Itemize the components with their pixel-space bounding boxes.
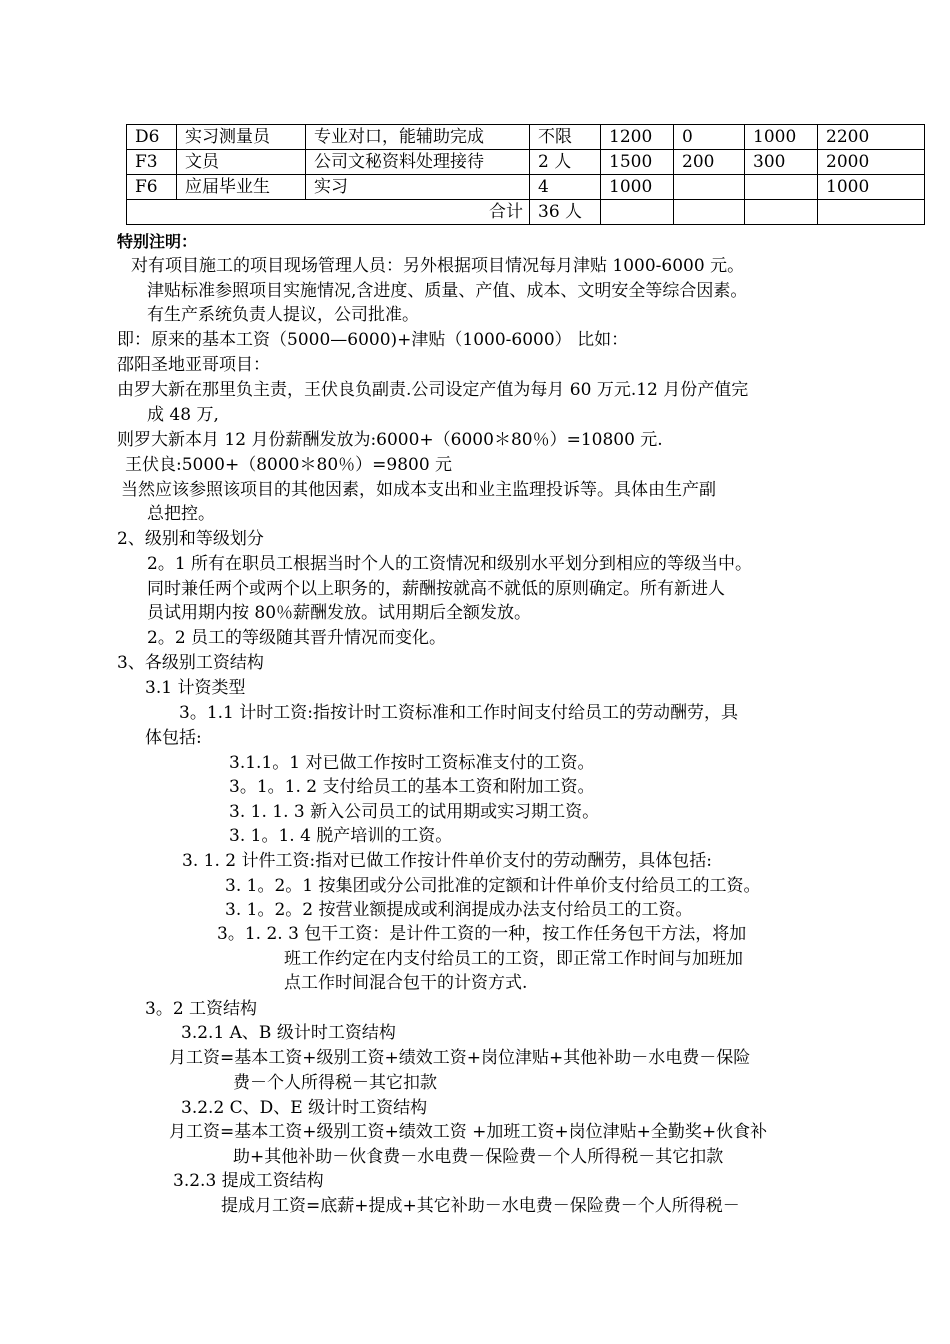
- table-cell: 2000: [818, 150, 925, 175]
- paragraph-line: 3. 1。2。1 按集团或分公司批准的定额和计件单价支付给员工的工资。: [225, 876, 761, 896]
- table-row: [127, 125, 925, 150]
- staff-table: [126, 124, 925, 225]
- table-cell: [745, 200, 818, 225]
- table-cell: [674, 200, 745, 225]
- paragraph-line: 体包括:: [145, 728, 202, 748]
- paragraph-line: 3. 1. 1. 3 新入公司员工的试用期或实习期工资。: [229, 802, 600, 822]
- paragraph-line: 即：原来的基本工资（5000—6000)+津贴（1000-6000） 比如：: [117, 330, 629, 350]
- table-cell: 200: [674, 150, 745, 175]
- paragraph-line: 员试用期内按 80％薪酬发放。试用期后全额发放。: [147, 603, 532, 623]
- paragraph-line: 则罗大新本月 12 月份薪酬发放为:6000+（6000＊80％）=10800 元.: [117, 430, 663, 450]
- subsection-heading: 3.2.1 A、B 级计时工资结构: [181, 1023, 396, 1043]
- table-cell: [745, 175, 818, 200]
- paragraph-line: 班工作约定在内支付给员工的工资，即正常工作时间与加班加: [284, 949, 743, 969]
- paragraph-line: 3. 1. 2 计件工资:指对已做工作按计件单价支付的劳动酬劳，具体包括:: [182, 851, 712, 871]
- paragraph-line: 王伏良:5000+（8000＊80％）=9800 元: [125, 455, 453, 475]
- table-cell: 公司文秘资料处理接待: [306, 150, 530, 175]
- table-cell: 300: [745, 150, 818, 175]
- table-cell: [818, 200, 925, 225]
- paragraph-line: 费－个人所得税－其它扣款: [233, 1073, 437, 1093]
- total-label: 合计: [127, 200, 530, 225]
- paragraph-line: 当然应该参照该项目的其他因素，如成本支出和业主监理投诉等。具体由生产副: [121, 480, 716, 500]
- table-row: [127, 150, 925, 175]
- table-cell: 4: [530, 175, 601, 200]
- table-cell: 1000: [745, 125, 818, 150]
- table-cell: 1500: [601, 150, 674, 175]
- table-cell: D6: [127, 125, 177, 150]
- table-cell: F6: [127, 175, 177, 200]
- paragraph-line: 津贴标准参照项目实施情况,含进度、质量、产值、成本、文明安全等综合因素。: [147, 281, 748, 301]
- subsection-heading: 3.1 计资类型: [145, 678, 246, 698]
- paragraph-line: 对有项目施工的项目现场管理人员：另外根据项目情况每月津贴 1000-6000 元。: [131, 256, 745, 276]
- section-heading: 3、各级别工资结构: [117, 653, 264, 673]
- table-cell: [601, 200, 674, 225]
- section-heading: 2、级别和等级划分: [117, 529, 264, 549]
- table-cell: 实习: [306, 175, 530, 200]
- paragraph-line: 成 48 万,: [147, 405, 219, 425]
- table-cell: 专业对口，能辅助完成: [306, 125, 530, 150]
- paragraph-line: 2。1 所有在职员工根据当时个人的工资情况和级别水平划分到相应的等级当中。: [147, 554, 753, 574]
- subsection-heading: 3。2 工资结构: [145, 999, 258, 1019]
- subsection-heading: 3.2.2 C、D、E 级计时工资结构: [181, 1098, 428, 1118]
- paragraph-line: 3。1.1 计时工资:指按计时工资标准和工作时间支付给员工的劳动酬劳，具: [179, 703, 738, 723]
- paragraph-line: 助+其他补助－伙食费－水电费－保险费－个人所得税－其它扣款: [233, 1147, 724, 1167]
- paragraph-line: 3.1.1。1 对已做工作按时工资标准支付的工资。: [229, 753, 595, 773]
- paragraph-line: 提成月工资=底薪+提成+其它补助－水电费－保险费－个人所得税－: [221, 1196, 740, 1216]
- table-cell: 2 人: [530, 150, 601, 175]
- paragraph-line: 3。1. 2. 3 包干工资：是计件工资的一种，按工作任务包干方法，将加: [217, 924, 747, 944]
- paragraph-line: 点工作时间混合包干的计资方式.: [284, 973, 528, 993]
- total-value: 36 人: [530, 200, 601, 225]
- subsection-heading: 3.2.3 提成工资结构: [173, 1171, 324, 1191]
- table-row: [127, 175, 925, 200]
- table-cell: 1000: [601, 175, 674, 200]
- table-cell: 2200: [818, 125, 925, 150]
- paragraph-line: 2。2 员工的等级随其晋升情况而变化。: [147, 628, 447, 648]
- table-cell: 实习测量员: [177, 125, 306, 150]
- table-cell: 不限: [530, 125, 601, 150]
- paragraph-line: 月工资=基本工资+级别工资+绩效工资+岗位津贴+其他补助－水电费－保险: [169, 1048, 751, 1068]
- paragraph-line: 有生产系统负责人提议，公司批准。: [147, 305, 419, 325]
- paragraph-line: 月工资=基本工资+级别工资+绩效工资 +加班工资+岗位津贴+全勤奖+伙食补: [169, 1122, 768, 1142]
- paragraph-line: 3. 1。2。2 按营业额提成或利润提成办法支付给员工的工资。: [225, 900, 693, 920]
- table-cell: 文员: [177, 150, 306, 175]
- table-cell: 1000: [818, 175, 925, 200]
- paragraph-line: 3. 1。1. 4 脱产培训的工资。: [229, 826, 453, 846]
- paragraph-line: 邵阳圣地亚哥项目：: [117, 355, 270, 375]
- table-cell: 0: [674, 125, 745, 150]
- table-cell: [674, 175, 745, 200]
- paragraph-line: 由罗大新在那里负主责，王伏良负副责.公司设定产值为每月 60 万元.12 月份产值完: [117, 380, 749, 400]
- table-cell: 1200: [601, 125, 674, 150]
- paragraph-line: 3。1。1. 2 支付给员工的基本工资和附加工资。: [229, 777, 595, 797]
- table-total-row: [127, 200, 925, 225]
- paragraph-line: 同时兼任两个或两个以上职务的，薪酬按就高不就低的原则确定。所有新进人: [147, 579, 725, 599]
- paragraph-line: 总把控。: [147, 504, 215, 524]
- table-cell: 应届毕业生: [177, 175, 306, 200]
- special-note-heading: 特别注明：: [117, 232, 198, 251]
- table-cell: F3: [127, 150, 177, 175]
